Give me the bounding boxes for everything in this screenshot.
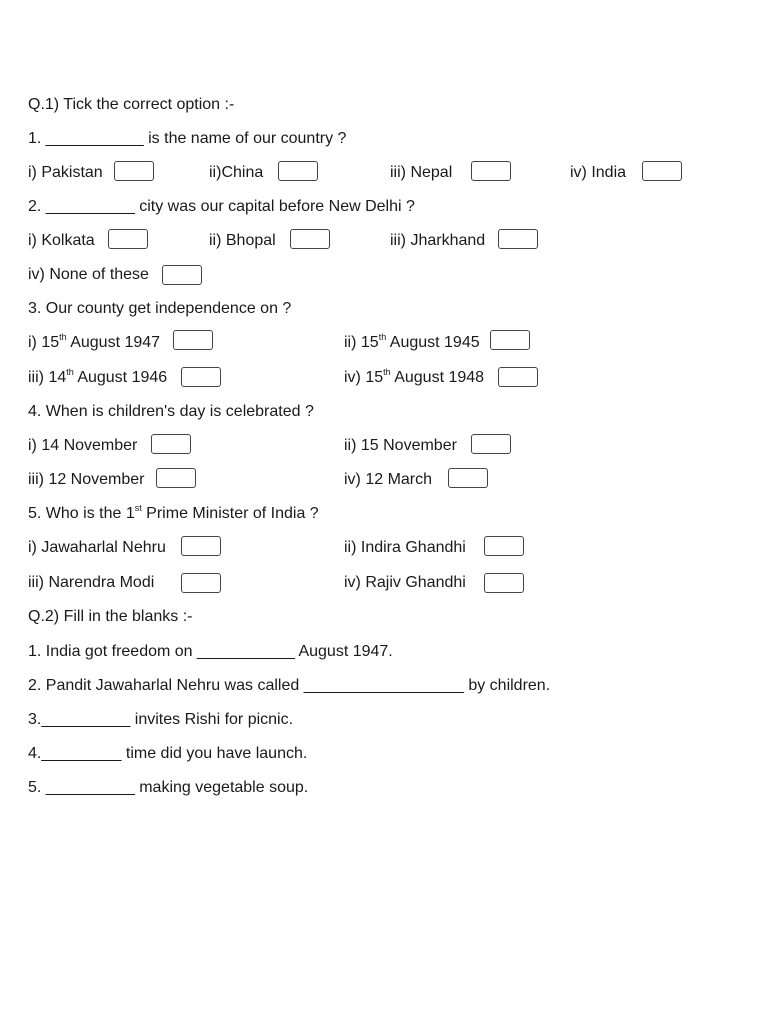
q2-blank-2: 2. Pandit Jawaharlal Nehru was called __________________ by children. (28, 677, 551, 694)
q1-item1-option-3: iii) Nepal (390, 164, 453, 181)
q1-item2-option-2: ii) Bhopal (209, 232, 276, 249)
q1-item4-option-2: ii) 15 November (344, 437, 457, 454)
q1-item3-option-3-checkbox[interactable] (181, 367, 221, 387)
q1-item1-option-2-checkbox[interactable] (278, 161, 318, 181)
q1-item5-option-3: iii) Narendra Modi (28, 574, 155, 591)
q2-blank-1: 1. India got freedom on ___________ August 1947. (28, 643, 393, 660)
q1-item2-option-1: i) Kolkata (28, 232, 95, 249)
q1-item5-option-1: i) Jawaharlal Nehru (28, 539, 166, 556)
q1-item5-option-4: iv) Rajiv Ghandhi (344, 574, 466, 591)
q2-blank-5: 5. __________ making vegetable soup. (28, 779, 309, 796)
q1-item5-option-3-checkbox[interactable] (181, 573, 221, 593)
q1-item4-option-2-checkbox[interactable] (471, 434, 511, 454)
q1-item4-option-4: iv) 12 March (344, 471, 433, 488)
q1-item1-option-1: i) Pakistan (28, 164, 103, 181)
q2-heading: Q.2) Fill in the blanks :- (28, 608, 193, 625)
q1-item1-option-4-checkbox[interactable] (642, 161, 682, 181)
q1-item4-option-1-checkbox[interactable] (151, 434, 191, 454)
q1-item3-option-2-checkbox[interactable] (490, 330, 530, 350)
q1-item1-option-3-checkbox[interactable] (471, 161, 511, 181)
q2-blank-3: 3.__________ invites Rishi for picnic. (28, 711, 294, 728)
q1-item4-question: 4. When is children's day is celebrated ? (28, 403, 314, 420)
q1-item2-option-3: iii) Jharkhand (390, 232, 486, 249)
q1-item2-option-4: iv) None of these (28, 266, 149, 283)
q1-item3-option-1: i) 15th August 1947 (28, 331, 161, 351)
q1-item3-question: 3. Our county get independence on ? (28, 300, 292, 317)
q1-item1-option-1-checkbox[interactable] (114, 161, 154, 181)
q1-item4-option-1: i) 14 November (28, 437, 138, 454)
q1-item3-option-4-checkbox[interactable] (498, 367, 538, 387)
q1-item4-option-4-checkbox[interactable] (448, 468, 488, 488)
q1-item5-option-1-checkbox[interactable] (181, 536, 221, 556)
q1-item3-option-1-checkbox[interactable] (173, 330, 213, 350)
q1-item2-question: 2. __________ city was our capital before New Delhi ? (28, 198, 415, 215)
q1-item3-option-3: iii) 14th August 1946 (28, 366, 168, 386)
q1-item4-option-3-checkbox[interactable] (156, 468, 196, 488)
q1-item5-option-2: ii) Indira Ghandhi (344, 539, 466, 556)
q1-item1-option-2: ii)China (209, 164, 264, 181)
q2-blank-4: 4._________ time did you have launch. (28, 745, 308, 762)
q1-item3-option-2: ii) 15th August 1945 (344, 331, 480, 351)
q1-item3-option-4: iv) 15th August 1948 (344, 366, 485, 386)
q1-item4-option-3: iii) 12 November (28, 471, 145, 488)
q1-item1-option-4: iv) India (570, 164, 627, 181)
q1-item2-option-1-checkbox[interactable] (108, 229, 148, 249)
q1-item2-option-2-checkbox[interactable] (290, 229, 330, 249)
q1-item1-question: 1. ___________ is the name of our country ? (28, 130, 347, 147)
q1-heading: Q.1) Tick the correct option :- (28, 96, 235, 113)
q1-item5-option-4-checkbox[interactable] (484, 573, 524, 593)
q1-item2-option-4-checkbox[interactable] (162, 265, 202, 285)
q1-item5-option-2-checkbox[interactable] (484, 536, 524, 556)
q1-item2-option-3-checkbox[interactable] (498, 229, 538, 249)
q1-item5-question: 5. Who is the 1st Prime Minister of India ? (28, 502, 319, 522)
